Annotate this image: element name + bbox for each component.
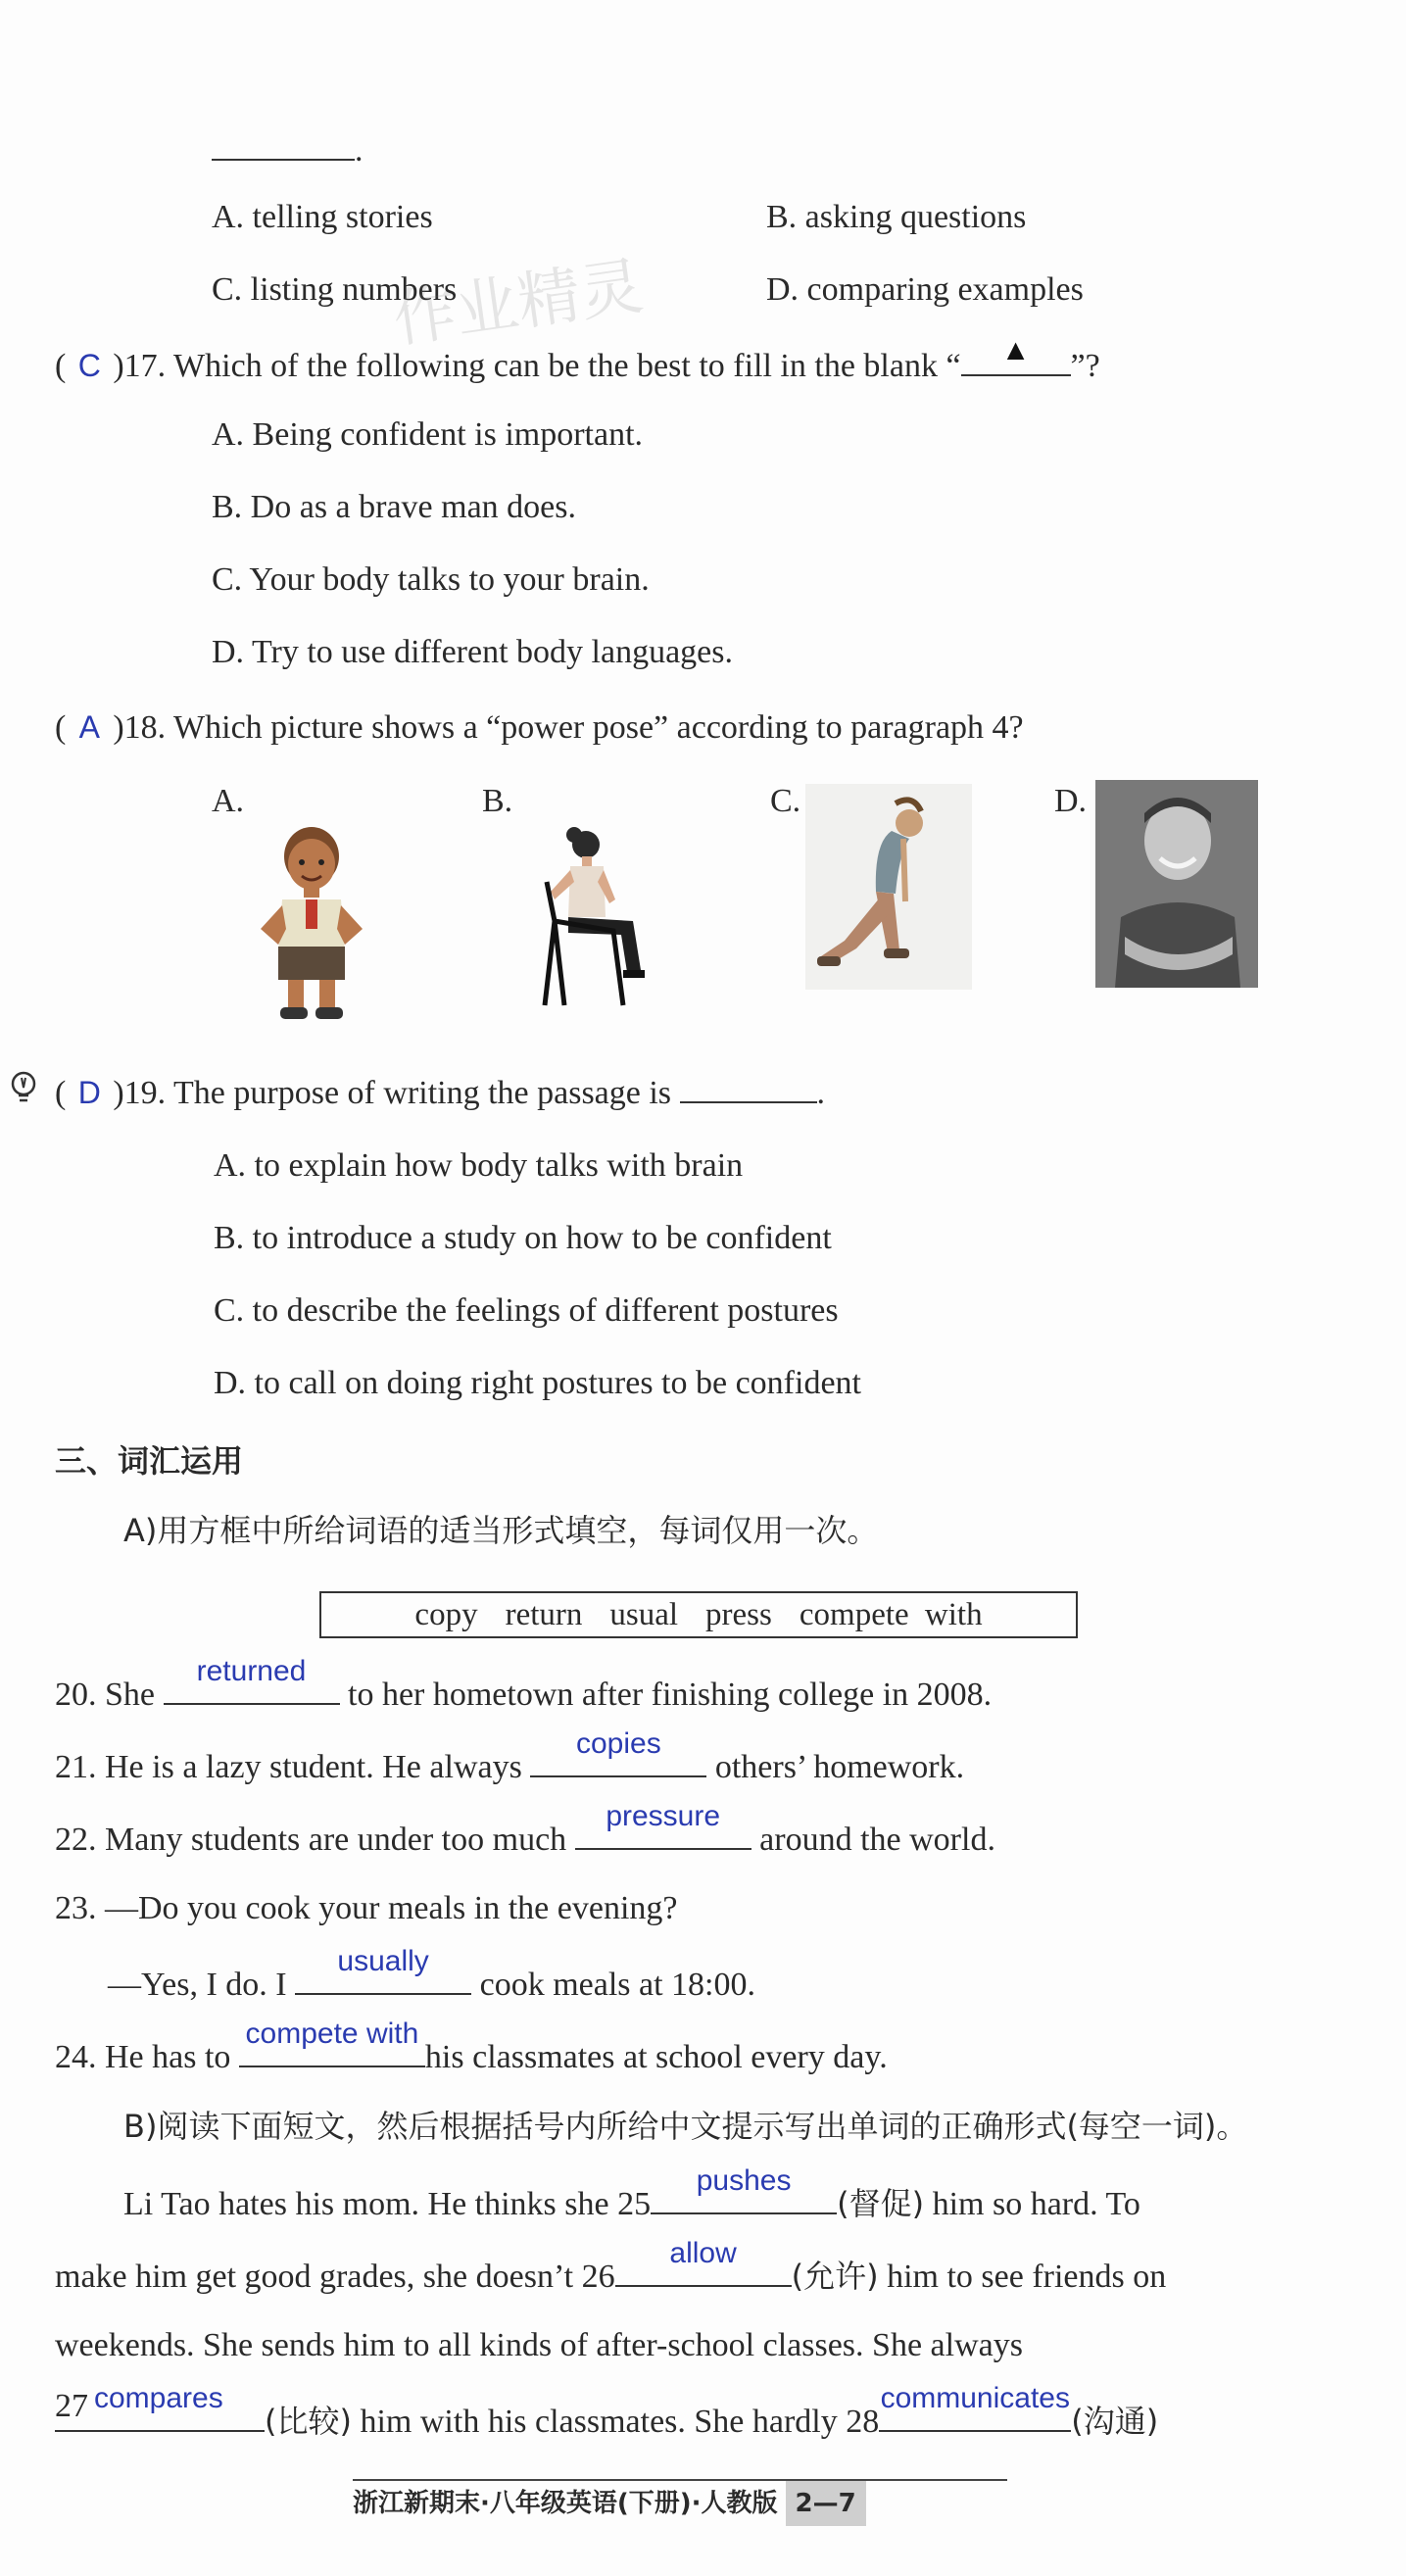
q21-answer: copies bbox=[575, 1727, 661, 1760]
q17-blank bbox=[961, 334, 1071, 376]
q18-label-c: C. bbox=[770, 783, 801, 819]
q17-answer: C bbox=[77, 348, 101, 383]
picture-a-boy-power-pose bbox=[253, 819, 370, 1025]
q19-blank bbox=[680, 1068, 817, 1103]
q19-option-a: A. to explain how body talks with brain bbox=[214, 1147, 744, 1184]
q22: 22. Many students are under too much pressure around the world. bbox=[55, 1815, 995, 1862]
section-title: 三、词汇运用 bbox=[55, 1442, 244, 1480]
q16-blank bbox=[212, 125, 355, 161]
q17-option-d: D. Try to use different body languages. bbox=[212, 634, 733, 670]
picture-b-woman-on-chair bbox=[525, 823, 658, 1009]
part-a-instruction: A)用方框中所给词语的适当形式填空，每词仅用一次。 bbox=[123, 1512, 879, 1549]
q18-answer: A bbox=[78, 709, 100, 745]
q22-answer: pressure bbox=[606, 1800, 721, 1832]
blank-25 bbox=[651, 2164, 837, 2214]
q23-answer-line: —Yes, I do. I usually cook meals at 18:00. bbox=[108, 1960, 755, 2007]
q24-answer: compete with bbox=[245, 2017, 419, 2050]
q20-blank bbox=[164, 1655, 340, 1705]
q17-stem: ( C )17. Which of the following can be the best to fill in the blank “ ▲ ”? bbox=[55, 341, 1100, 388]
q24: 24. He has to compete with his classmates at school every day. bbox=[55, 2032, 888, 2079]
lightbulb-icon bbox=[6, 1068, 41, 1107]
q16-option-d: D. comparing examples bbox=[766, 271, 1084, 308]
word-box-item: copy bbox=[414, 1597, 478, 1632]
blank-28 bbox=[879, 2382, 1071, 2432]
passage-line-4: 27 compares (比较) him with his classmates. She hardly 28 communicates (沟通) bbox=[55, 2397, 1158, 2444]
part-b-instruction: B)阅读下面短文，然后根据括号内所给中文提示写出单词的正确形式(每空一词)。 bbox=[123, 2108, 1248, 2145]
q16-option-a: A. telling stories bbox=[212, 199, 433, 235]
q24-blank bbox=[239, 2017, 425, 2067]
answer-28: communicates bbox=[880, 2382, 1070, 2414]
q19-option-c: C. to describe the feelings of different postures bbox=[214, 1292, 839, 1329]
q20-answer: returned bbox=[196, 1655, 307, 1687]
q21: 21. He is a lazy student. He always copies others’ homework. bbox=[55, 1742, 964, 1789]
word-box bbox=[319, 1591, 1078, 1638]
q18-label-b: B. bbox=[482, 783, 513, 819]
q16-option-c: C. listing numbers bbox=[212, 271, 458, 308]
q21-blank bbox=[530, 1727, 706, 1777]
q18-label-a: A. bbox=[212, 783, 245, 819]
blank-26 bbox=[615, 2237, 792, 2287]
word-box-item: compete with bbox=[799, 1597, 983, 1632]
q17-option-a: A. Being confident is important. bbox=[212, 416, 644, 453]
q18-label-d: D. bbox=[1054, 783, 1088, 819]
q17-option-b: B. Do as a brave man does. bbox=[212, 489, 577, 525]
word-box-item: usual bbox=[609, 1597, 679, 1632]
answer-27: compares bbox=[94, 2382, 223, 2414]
q23-answer: usually bbox=[337, 1945, 429, 1977]
q16-option-b: B. asking questions bbox=[766, 199, 1027, 235]
answer-26: allow bbox=[669, 2237, 737, 2269]
picture-d-man-crossed-arms bbox=[1095, 780, 1258, 988]
q19-option-b: B. to introduce a study on how to be confident bbox=[214, 1220, 832, 1256]
q20: 20. She returned to her hometown after finishing college in 2008. bbox=[55, 1670, 992, 1717]
page-footer bbox=[353, 2479, 1007, 2526]
triangle-icon: ▲ bbox=[1000, 334, 1031, 366]
word-box-item: press bbox=[705, 1597, 772, 1632]
answer-25: pushes bbox=[696, 2164, 792, 2197]
q17-option-c: C. Your body talks to your brain. bbox=[212, 561, 650, 598]
q23-question: 23. —Do you cook your meals in the evening? bbox=[55, 1890, 678, 1926]
q16-blank-line: . bbox=[212, 125, 364, 172]
q19-option-d: D. to call on doing right postures to be confident bbox=[214, 1365, 861, 1401]
q23-blank bbox=[295, 1945, 471, 1995]
word-box-item: return bbox=[505, 1597, 583, 1632]
watermark: 作业精灵 bbox=[388, 250, 648, 358]
blank-27: 27 compares bbox=[55, 2397, 265, 2432]
footer-title: 浙江新期末·八年级英语(下册)·人教版 bbox=[353, 2489, 778, 2518]
passage-line-3: weekends. She sends him to all kinds of after-school classes. She always bbox=[55, 2327, 1023, 2363]
q22-blank bbox=[575, 1800, 751, 1850]
picture-c-slouching-figure bbox=[805, 784, 972, 990]
page-number: 2—7 bbox=[786, 2481, 866, 2526]
q19-stem: ( D )19. The purpose of writing the passage is . bbox=[55, 1068, 825, 1115]
passage-line-2: make him get good grades, she doesn’t 26 allow (允许) him to see friends on bbox=[55, 2252, 1166, 2299]
q19-answer: D bbox=[77, 1075, 101, 1110]
q18-stem: ( A )18. Which picture shows a “power pose” according to paragraph 4? bbox=[55, 705, 1024, 750]
passage-line-1: Li Tao hates his mom. He thinks she 25 pushes (督促) him so hard. To bbox=[123, 2179, 1140, 2226]
